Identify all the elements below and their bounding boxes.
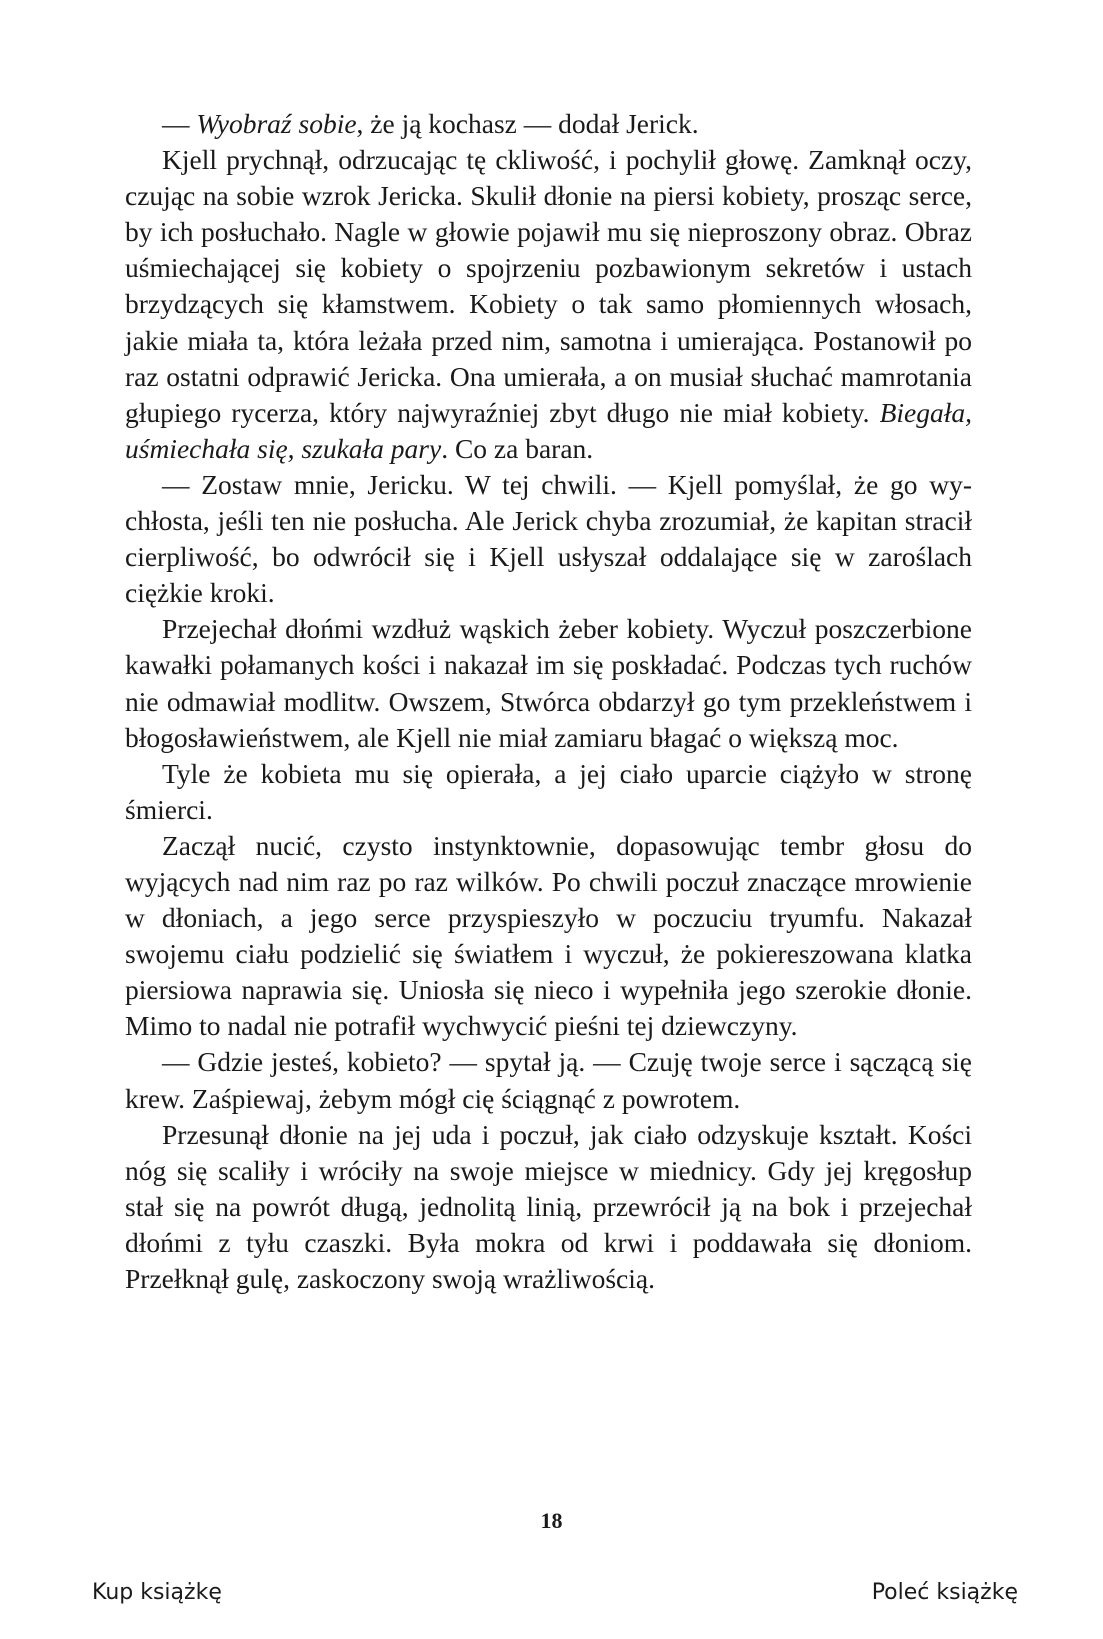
text-run: . Co za baran.	[441, 432, 594, 464]
text-run: , że ją kochasz — dodał Jerick.	[356, 108, 699, 139]
italic-text: Biegała, uśmiechała się, szukała pary	[125, 396, 972, 464]
text-run: Przejechał dłońmi wzdłuż wąskich żeber kobiety. Wyczuł poszczerbione kawałki połamanych kości i nakazał im się poskładać. Podczas tych ruchów nie odmawiał modlitw. Owszem, Stwórca obdarzył go tym przekleństwem i błogosławieństwem, ale Kjell nie miał zamiaru błagać o większą moc.	[125, 613, 972, 753]
text-run: — Gdzie jesteś, kobieto? — spytał ją. — Czuję twoje serce i sączącą się krew. Zaśpiewaj, żebym mógł cię ściągnąć z powrotem.	[125, 1046, 972, 1114]
paragraph	[125, 106, 972, 142]
text-run: Zaczął nucić, czysto instynktownie, dopasowując tembr głosu do wyjących nad nim raz po raz wilków. Po chwili poczuł znaczące mrowienie w dłoniach, a jego serce przyspieszyło w poczuciu tryumfu. Nakazał swojemu ciału podzielić się światłem i wyczuł, że pokiereszowana klatka piersiowa naprawia się. Uniosła się nieco i wypełniła jego szerokie dłonie. Mimo to nadal nie potrafił wychwycić pieśni tej dziewczyny.	[125, 829, 972, 1042]
paragraph	[125, 467, 972, 611]
body-text	[125, 106, 972, 1297]
paragraph	[125, 142, 972, 467]
text-run: Kjell prychnął, odrzucając tę ckliwość, i pochylił głowę. Zamknął oczy, czując na sobie wzrok Jericka. Skulił dłonie na piersi kobiety, prosząc serce, by ich posłuchało. Nagle w głowie pojawił mu się nieproszony obraz. Obraz uśmiechającej się kobiety o spojrzeniu pozbawionym sekretów i ustach brzydzących się kłamstwem. Kobiety o tak samo płomiennych włosach, jakie miała ta, która leżała przed nim, samotna i umierająca. Postanowił po raz ostatni odprawić Jericka. Ona umierała, a on musiał słuchać mamrotania głupiego rycerza, który najwyraźniej zbyt długo nie miał kobiety.	[125, 144, 972, 428]
paragraph	[125, 756, 972, 828]
paragraph	[125, 1117, 972, 1297]
text-run: Tyle że kobieta mu się opierała, a jej ciało uparcie ciążyło w stronę śmierci.	[125, 757, 972, 825]
text-run: — Zostaw mnie, Jericku. W tej chwili. — Kjell pomyślał, że go wychłosta, jeśli ten nie posłucha. Ale Jerick chyba zrozumiał, że kapitan stracił cierpliwość, bo odwrócił się i Kjell usłyszał oddalające się w zaroślach ciężkie kroki.	[125, 468, 972, 609]
text-run: —	[162, 108, 197, 139]
italic-text: Wyobraź sobie	[196, 108, 357, 139]
paragraph	[125, 1044, 972, 1116]
recommend-book-link[interactable]: Poleć książkę	[871, 1580, 1018, 1605]
paragraph	[125, 828, 972, 1045]
buy-book-link[interactable]: Kup książkę	[92, 1580, 222, 1605]
text-run: Przesunął dłonie na jej uda i poczuł, jak ciało odzyskuje kształt. Kości nóg się scaliły i wróciły na swoje miejsce w miednicy. Gdy jej kręgosłup stał się na powrót długą, jednolitą linią, przewrócił ją na bok i przejechał dłońmi z tyłu czaszki. Była mokra od krwi i poddawała się dłoniom. Przełknął gulę, zaskoczony swoją wrażliwością.	[125, 1118, 972, 1294]
paragraph	[125, 611, 972, 755]
page-number: 18	[540, 1508, 563, 1533]
